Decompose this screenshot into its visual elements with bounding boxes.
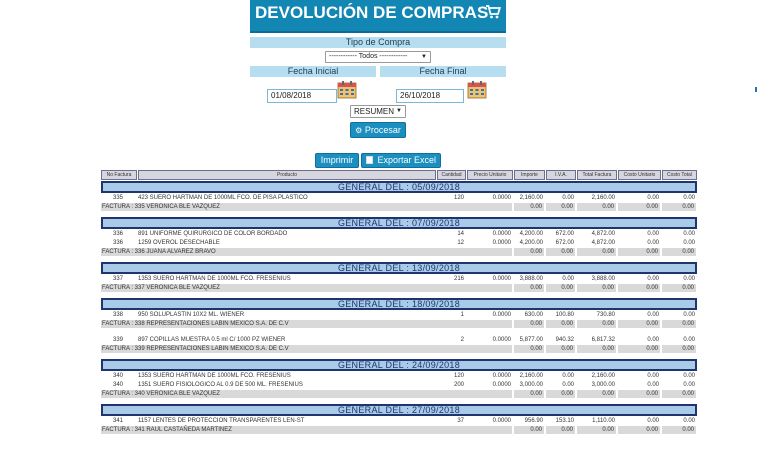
exportar-excel-button[interactable]	[361, 153, 441, 168]
factura-label: FACTURA : 335 VERONICA BLE VAZQUEZ	[101, 203, 512, 211]
column-header: I.V.A.	[546, 170, 576, 180]
factura-label: FACTURA : 339 REPRESENTACIONES LABIN MEXICO S.A. DE C.V	[101, 345, 512, 353]
factura-total-cell: 0.00	[514, 390, 544, 398]
product-cell: 950 SOLUPLASTIN 10X2 ML. WIENER	[138, 312, 245, 318]
resumen-value: RESUMEN	[354, 107, 395, 116]
costo_t-cell: 0.00	[683, 276, 695, 282]
factura-total-cell: 0.00	[546, 426, 575, 434]
iva-cell: 100.80	[555, 312, 574, 318]
procesar-button[interactable]	[350, 122, 406, 138]
costo_u-cell: 0.00	[647, 373, 659, 379]
product-cell: 1353 SUERO HARTMAN DE 1000ML FCO. FRESENIUS	[138, 276, 291, 282]
total-cell: 730.80	[596, 312, 615, 318]
total-cell: 3,888.00	[591, 276, 615, 282]
factura-label: FACTURA : 337 VERONICA BLE VAZQUEZ	[101, 284, 512, 292]
column-header: Producto	[138, 170, 436, 180]
product-cell: 891 UNIFORME QUIRURGICO DE COLOR BORDADO	[138, 231, 288, 237]
table-row	[101, 372, 697, 381]
costo_u-cell: 0.00	[647, 337, 659, 343]
factura-total-cell: 0.00	[618, 426, 660, 434]
cantidad-cell: 37	[457, 418, 464, 424]
factura-total-cell: 0.00	[577, 320, 616, 328]
iva-cell: 0.00	[562, 382, 574, 388]
cantidad-cell: 120	[453, 195, 464, 201]
factura-total-cell: 0.00	[546, 203, 575, 211]
column-header: No Factura	[101, 170, 137, 180]
product-cell: 1353 SUERO HARTMAN DE 1000ML FCO. FRESENIUS	[138, 373, 291, 379]
precio-cell: 0.0000	[492, 418, 511, 424]
factura-total-cell: 0.00	[662, 248, 696, 256]
precio-cell: 0.0000	[492, 195, 511, 201]
factura-summary-row	[101, 320, 697, 328]
importe-cell: 4,200.00	[519, 240, 543, 246]
cantidad-cell: 120	[453, 373, 464, 379]
factura-label: FACTURA : 338 REPRESENTACIONES LABIN MEXICO S.A. DE C.V	[101, 320, 512, 328]
factura-summary-row	[101, 426, 697, 434]
factura-total-cell: 0.00	[514, 345, 544, 353]
table-header-row	[101, 170, 697, 180]
factura-summary-row	[101, 390, 697, 398]
group-header: GENERAL DEL : 18/09/2018	[101, 298, 697, 310]
factura-total-cell: 0.00	[546, 284, 575, 292]
importe-cell: 5,877.00	[519, 337, 543, 343]
factura-total-cell: 0.00	[514, 320, 544, 328]
importe-cell: 2,160.00	[519, 373, 543, 379]
cantidad-cell: 2	[460, 337, 464, 343]
factura-total-cell: 0.00	[514, 203, 544, 211]
factura-total-cell: 0.00	[577, 284, 616, 292]
importe-cell: 4,200.00	[519, 231, 543, 237]
factura-summary-row	[101, 203, 697, 211]
iva-cell: 0.00	[562, 195, 574, 201]
factura-total-cell: 0.00	[514, 284, 544, 292]
group-header: GENERAL DEL : 27/09/2018	[101, 404, 697, 416]
group-header: GENERAL DEL : 24/09/2018	[101, 359, 697, 371]
table-row	[101, 381, 697, 390]
importe-cell: 956.90	[524, 418, 543, 424]
costo_t-cell: 0.00	[683, 195, 695, 201]
precio-cell: 0.0000	[492, 240, 511, 246]
invoice-number: 337	[112, 276, 123, 282]
column-header: Costo Total	[662, 170, 697, 180]
factura-total-cell: 0.00	[577, 390, 616, 398]
precio-cell: 0.0000	[492, 276, 511, 282]
factura-total-cell: 0.00	[514, 426, 544, 434]
costo_u-cell: 0.00	[647, 276, 659, 282]
factura-total-cell: 0.00	[662, 203, 696, 211]
invoice-number: 340	[112, 382, 123, 388]
imprimir-button[interactable]: Imprimir	[315, 153, 359, 168]
factura-total-cell: 0.00	[514, 248, 544, 256]
factura-total-cell: 0.00	[577, 248, 616, 256]
group-header: GENERAL DEL : 05/09/2018	[101, 181, 697, 193]
total-cell: 6,817.32	[591, 337, 615, 343]
table-row	[101, 311, 697, 320]
precio-cell: 0.0000	[492, 337, 511, 343]
product-cell: 1351 SUERO FISIOLOGICO AL 0.9 DE 500 ML. FRESENIUS	[138, 382, 303, 388]
column-header: Precio Unitario	[467, 170, 513, 180]
process-icon: ⚙	[355, 126, 363, 135]
iva-cell: 0.00	[562, 276, 574, 282]
page-title-bar	[250, 0, 506, 33]
tipo-compra-select[interactable]	[325, 51, 431, 63]
product-cell: 897 COPILLAS MUESTRA 0.5 ml C/ 1000 PZ WIENER	[138, 337, 286, 343]
column-header: Cantidad	[437, 170, 466, 180]
factura-label: FACTURA : 341 RAUL CASTAÑEDA MARTINEZ	[101, 426, 512, 434]
factura-total-cell: 0.00	[662, 320, 696, 328]
chevron-down-icon: ▼	[421, 54, 427, 60]
factura-total-cell: 0.00	[546, 248, 575, 256]
fecha-inicial-input[interactable]: 01/08/2018	[267, 89, 337, 103]
costo_u-cell: 0.00	[647, 195, 659, 201]
factura-total-cell: 0.00	[662, 426, 696, 434]
table-row	[101, 275, 697, 284]
calendar-icon[interactable]	[467, 80, 487, 99]
invoice-number: 336	[112, 240, 123, 246]
cantidad-cell: 14	[457, 231, 464, 237]
product-cell: 423 SUERO HARTMAN DE 1000ML FCO. DE PISA PLASTICO	[138, 195, 308, 201]
cantidad-cell: 200	[453, 382, 464, 388]
iva-cell: 672.00	[555, 231, 574, 237]
factura-label: FACTURA : 336 JUANA ALVAREZ BRAVO	[101, 248, 512, 256]
table-row	[101, 230, 697, 239]
fecha-final-label: Fecha Final	[380, 66, 506, 77]
costo_t-cell: 0.00	[683, 240, 695, 246]
factura-total-cell: 0.00	[618, 345, 660, 353]
costo_t-cell: 0.00	[683, 418, 695, 424]
fecha-inicial-label: Fecha Inicial	[250, 66, 376, 77]
importe-cell: 630.00	[524, 312, 543, 318]
factura-total-cell: 0.00	[618, 248, 660, 256]
importe-cell: 2,160.00	[519, 195, 543, 201]
factura-total-cell: 0.00	[577, 203, 616, 211]
factura-total-cell: 0.00	[618, 320, 660, 328]
iva-cell: 153.10	[555, 418, 574, 424]
costo_u-cell: 0.00	[647, 240, 659, 246]
column-header: Total Factura	[577, 170, 617, 180]
factura-total-cell: 0.00	[618, 284, 660, 292]
costo_u-cell: 0.00	[647, 382, 659, 388]
costo_u-cell: 0.00	[647, 312, 659, 318]
cantidad-cell: 1	[460, 312, 464, 318]
factura-summary-row	[101, 248, 697, 256]
chevron-down-icon: ▼	[396, 108, 402, 114]
shopping-cart-icon	[485, 4, 501, 20]
group-header: GENERAL DEL : 07/09/2018	[101, 217, 697, 229]
procesar-label: Procesar	[364, 125, 401, 135]
costo_t-cell: 0.00	[683, 337, 695, 343]
invoice-number: 336	[112, 231, 123, 237]
group-header: GENERAL DEL : 13/09/2018	[101, 262, 697, 274]
factura-total-cell: 0.00	[546, 390, 575, 398]
cantidad-cell: 12	[457, 240, 464, 246]
invoice-number: 340	[112, 373, 123, 379]
page-title: DEVOLUCIÓN DE COMPRAS	[255, 3, 489, 22]
factura-total-cell: 0.00	[662, 284, 696, 292]
importe-cell: 3,888.00	[519, 276, 543, 282]
invoice-number: 339	[112, 337, 123, 343]
total-cell: 1,110.00	[592, 418, 615, 424]
precio-cell: 0.0000	[492, 373, 511, 379]
importe-cell: 3,000.00	[519, 382, 543, 388]
total-cell: 4,872.00	[591, 231, 615, 237]
precio-cell: 0.0000	[492, 231, 511, 237]
scroll-marker	[755, 87, 757, 92]
total-cell: 2,160.00	[591, 373, 615, 379]
factura-summary-row	[101, 284, 697, 292]
precio-cell: 0.0000	[492, 312, 511, 318]
factura-summary-row	[101, 345, 697, 353]
costo_u-cell: 0.00	[647, 418, 659, 424]
precio-cell: 0.0000	[492, 382, 511, 388]
tipo-compra-value: ------------ Todos ------------	[329, 53, 408, 60]
costo_t-cell: 0.00	[683, 231, 695, 237]
costo_t-cell: 0.00	[683, 312, 695, 318]
fecha-final-input[interactable]: 26/10/2018	[396, 89, 464, 103]
iva-cell: 0.00	[562, 373, 574, 379]
tipo-compra-label: Tipo de Compra	[250, 37, 506, 48]
factura-total-cell: 0.00	[662, 345, 696, 353]
table-row	[101, 417, 697, 426]
costo_t-cell: 0.00	[683, 373, 695, 379]
costo_t-cell: 0.00	[683, 382, 695, 388]
factura-total-cell: 0.00	[577, 426, 616, 434]
table-row	[101, 239, 697, 248]
total-cell: 4,872.00	[591, 240, 615, 246]
invoice-number: 338	[112, 312, 123, 318]
product-cell: 1259 OVEROL DESECHABLE	[138, 240, 220, 246]
table-row	[101, 336, 697, 345]
column-header: Costo Unitario	[618, 170, 661, 180]
factura-total-cell: 0.00	[662, 390, 696, 398]
calendar-icon[interactable]	[337, 80, 357, 99]
costo_u-cell: 0.00	[647, 231, 659, 237]
invoice-number: 341	[112, 418, 123, 424]
column-header: Importe	[514, 170, 545, 180]
cantidad-cell: 216	[453, 276, 464, 282]
table-row	[101, 194, 697, 203]
iva-cell: 940.32	[555, 337, 574, 343]
product-cell: 1157 LENTES DE PROTECCION TRANSPARENTES LEN-ST	[138, 418, 305, 424]
factura-total-cell: 0.00	[618, 203, 660, 211]
iva-cell: 672.00	[555, 240, 574, 246]
total-cell: 2,160.00	[591, 195, 615, 201]
exportar-excel-label: Exportar Excel	[377, 155, 437, 165]
invoice-number: 335	[112, 195, 123, 201]
resumen-select[interactable]	[350, 105, 406, 118]
factura-total-cell: 0.00	[577, 345, 616, 353]
factura-total-cell: 0.00	[546, 320, 575, 328]
factura-total-cell: 0.00	[546, 345, 575, 353]
document-icon	[366, 156, 373, 164]
factura-total-cell: 0.00	[618, 390, 660, 398]
factura-label: FACTURA : 340 VERONICA BLE VAZQUEZ	[101, 390, 512, 398]
total-cell: 3,000.00	[591, 382, 615, 388]
